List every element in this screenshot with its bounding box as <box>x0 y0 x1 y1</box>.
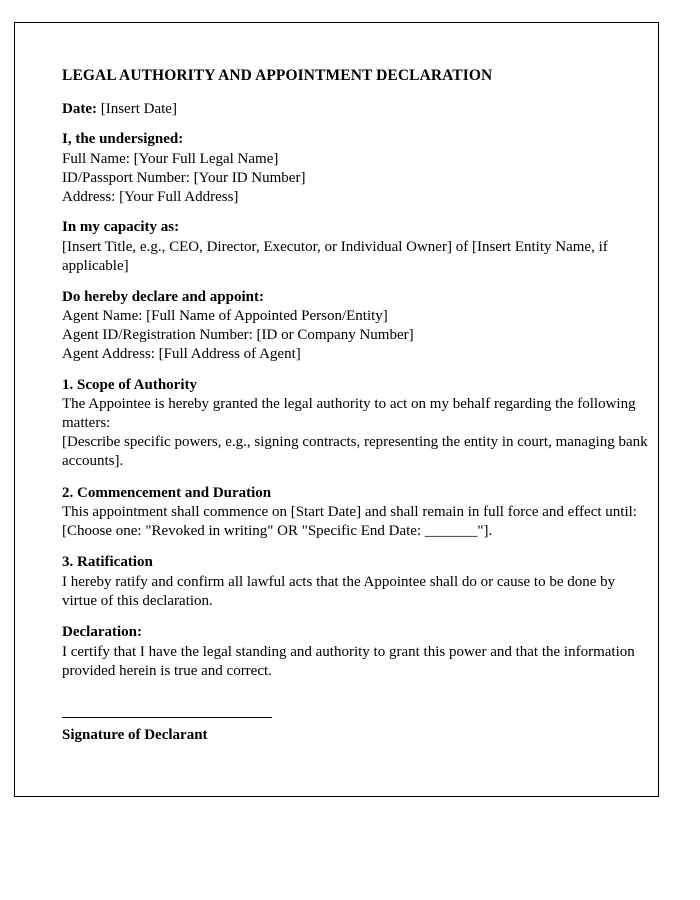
section-declaration <box>62 623 650 681</box>
scope-body-2: [Describe specific powers, e.g., signing contracts, representing the entity in court, managing bank accounts]. <box>62 434 648 470</box>
appoint-line-agent-id: Agent ID/Registration Number: [ID or Company Number] <box>62 327 414 344</box>
section-scope-of-authority <box>62 376 650 472</box>
appoint-line-agent-address: Agent Address: [Full Address of Agent] <box>62 345 301 362</box>
date-value: [Insert Date] <box>100 100 177 117</box>
undersigned-heading: I, the undersigned: <box>62 131 184 148</box>
section-undersigned <box>62 130 650 206</box>
ratification-heading: 3. Ratification <box>62 554 153 571</box>
capacity-heading: In my capacity as: <box>62 219 180 236</box>
section-capacity <box>62 218 650 275</box>
section-appoint <box>62 288 650 364</box>
commencement-body-1: This appointment shall commence on [Start Date] and shall remain in full force and effect until: <box>62 504 637 521</box>
signature-line[interactable] <box>62 717 272 718</box>
document-content <box>62 67 650 745</box>
undersigned-line-address: Address: [Your Full Address] <box>62 188 239 205</box>
capacity-line-title: [Insert Title, e.g., CEO, Director, Executor, or Individual Owner] of [Insert Entity Name, if applicable] <box>62 239 608 274</box>
commencement-heading: 2. Commencement and Duration <box>62 484 272 501</box>
scope-heading: 1. Scope of Authority <box>62 376 197 393</box>
commencement-body-2: [Choose one: "Revoked in writing" OR "Specific End Date: _______"]. <box>62 523 493 540</box>
ratification-body-1: I hereby ratify and confirm all lawful acts that the Appointee shall do or cause to be done by virtue of this declaration. <box>62 574 616 610</box>
signature-area <box>62 717 650 745</box>
date-row <box>62 100 650 119</box>
scope-body-1: The Appointee is hereby granted the legal authority to act on my behalf regarding the following matters: <box>62 396 636 432</box>
document-border <box>14 22 659 797</box>
section-commencement-and-duration <box>62 484 650 542</box>
undersigned-line-id-number: ID/Passport Number: [Your ID Number] <box>62 169 306 186</box>
undersigned-line-full-name: Full Name: [Your Full Legal Name] <box>62 151 279 168</box>
declaration-body-1: I certify that I have the legal standing and authority to grant this power and that the information provided herein is true and correct. <box>62 643 635 680</box>
page-title: LEGAL AUTHORITY AND APPOINTMENT DECLARATION <box>62 67 493 84</box>
signature-label: Signature of Declarant <box>62 727 208 744</box>
section-ratification <box>62 553 650 611</box>
date-label: Date: <box>62 100 97 117</box>
declaration-heading: Declaration: <box>62 624 142 641</box>
appoint-heading: Do hereby declare and appoint: <box>62 288 264 305</box>
appoint-line-agent-name: Agent Name: [Full Name of Appointed Person/Entity] <box>62 308 388 325</box>
